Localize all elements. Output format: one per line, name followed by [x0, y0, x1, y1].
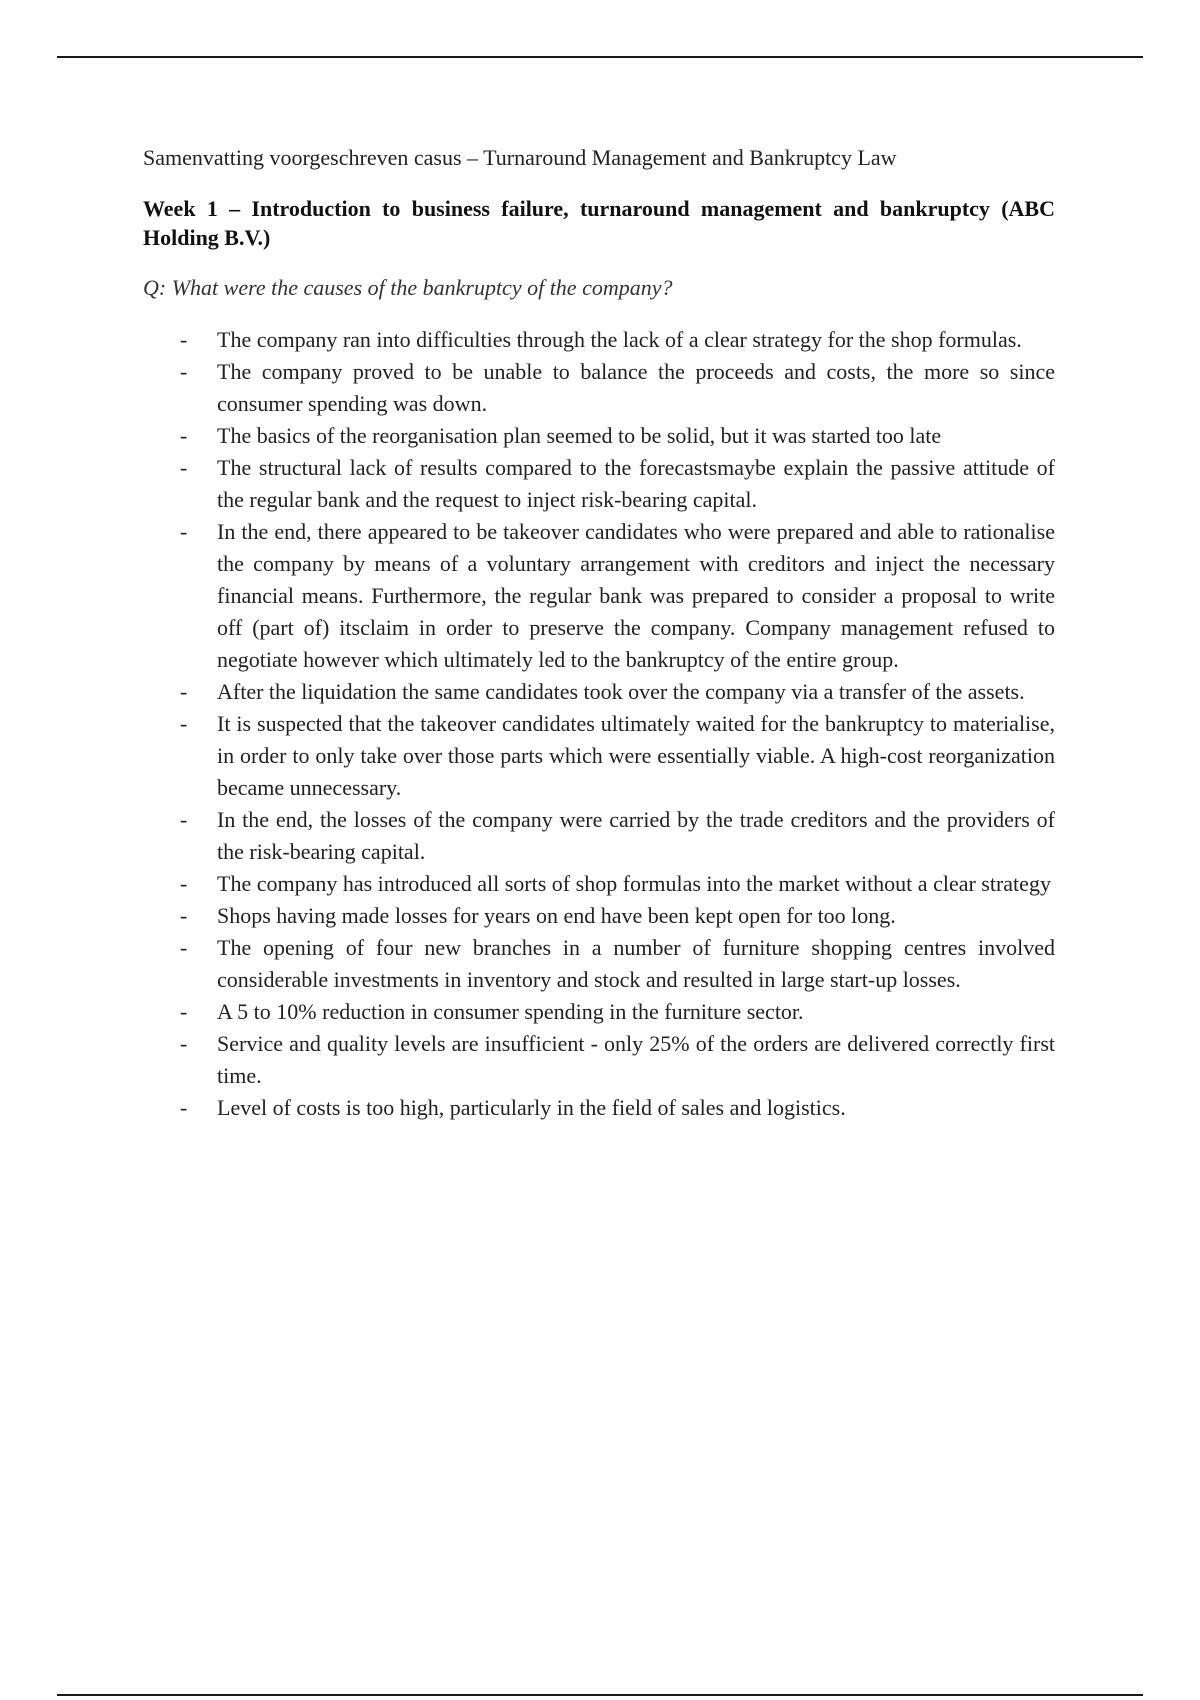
- bullet-dash: -: [180, 903, 188, 928]
- bullet-dash: -: [180, 1095, 188, 1120]
- list-item: [143, 1028, 1055, 1092]
- list-item: [143, 996, 1055, 1028]
- bullet-dash: -: [180, 455, 188, 480]
- list-item-text: The structural lack of results compared to the forecastsmaybe explain the passive attitude of the regular bank and the request to inject risk-bearing capital.: [217, 455, 1055, 512]
- list-item: [143, 804, 1055, 868]
- list-item: [143, 932, 1055, 996]
- bullet-dash: -: [180, 807, 188, 832]
- list-item-text: Service and quality levels are insufficient - only 25% of the orders are delivered correctly first time.: [217, 1031, 1055, 1088]
- question-text: Q: What were the causes of the bankruptcy of the company?: [143, 275, 673, 300]
- list-item-text: The company proved to be unable to balance the proceeds and costs, the more so since consumer spending was down.: [217, 359, 1055, 416]
- causes-list: [143, 324, 1055, 1124]
- list-item: [143, 420, 1055, 452]
- list-item: [143, 708, 1055, 804]
- list-item-text: It is suspected that the takeover candidates ultimately waited for the bankruptcy to materialise, in order to only take over those parts which were essentially viable. A high-cost reorganization became unnecessary.: [217, 711, 1055, 800]
- list-item: [143, 900, 1055, 932]
- list-item: [143, 868, 1055, 900]
- document-body: [143, 142, 1055, 1124]
- list-item-text: The company ran into difficulties through the lack of a clear strategy for the shop formulas.: [217, 327, 1022, 352]
- bullet-dash: -: [180, 935, 188, 960]
- list-item-text: Shops having made losses for years on end have been kept open for too long.: [217, 903, 896, 928]
- list-item-text: The basics of the reorganisation plan seemed to be solid, but it was started too late: [217, 423, 942, 448]
- list-item-text: In the end, there appeared to be takeover candidates who were prepared and able to rationalise the company by means of a voluntary arrangement with creditors and inject the necessary financial means. Furthermore, the regular bank was prepared to consider a proposal to write off (part of) itsclaim in order to preserve the company. Company management refused to negotiate however which ultimately led to the bankruptcy of the entire group.: [217, 519, 1055, 672]
- list-item-text: A 5 to 10% reduction in consumer spending in the furniture sector.: [217, 999, 804, 1024]
- list-item: [143, 356, 1055, 420]
- bullet-dash: -: [180, 359, 188, 384]
- list-item: [143, 324, 1055, 356]
- bullet-dash: -: [180, 423, 188, 448]
- list-item: [143, 516, 1055, 676]
- bullet-dash: -: [180, 711, 188, 736]
- bullet-dash: -: [180, 999, 188, 1024]
- list-item-text: Level of costs is too high, particularly in the field of sales and logistics.: [217, 1095, 846, 1120]
- list-item-text: The opening of four new branches in a number of furniture shopping centres involved considerable investments in inventory and stock and resulted in large start-up losses.: [217, 935, 1055, 992]
- list-item-text: After the liquidation the same candidates took over the company via a transfer of the assets.: [217, 679, 1025, 704]
- list-item: [143, 452, 1055, 516]
- section-heading: Week 1 – Introduction to business failure, turnaround management and bankruptcy (ABC Holding B.V.): [143, 196, 1055, 250]
- bullet-dash: -: [180, 327, 188, 352]
- bullet-dash: -: [180, 871, 188, 896]
- list-item: [143, 1092, 1055, 1124]
- bullet-dash: -: [180, 679, 188, 704]
- document-title: Samenvatting voorgeschreven casus – Turnaround Management and Bankruptcy Law: [143, 145, 897, 170]
- list-item-text: In the end, the losses of the company were carried by the trade creditors and the providers of the risk-bearing capital.: [217, 807, 1055, 864]
- list-item-text: The company has introduced all sorts of shop formulas into the market without a clear strategy: [217, 871, 1051, 896]
- list-item: [143, 676, 1055, 708]
- bullet-dash: -: [180, 519, 188, 544]
- bottom-rule: [57, 1694, 1143, 1696]
- bullet-dash: -: [180, 1031, 188, 1056]
- top-rule: [57, 56, 1143, 58]
